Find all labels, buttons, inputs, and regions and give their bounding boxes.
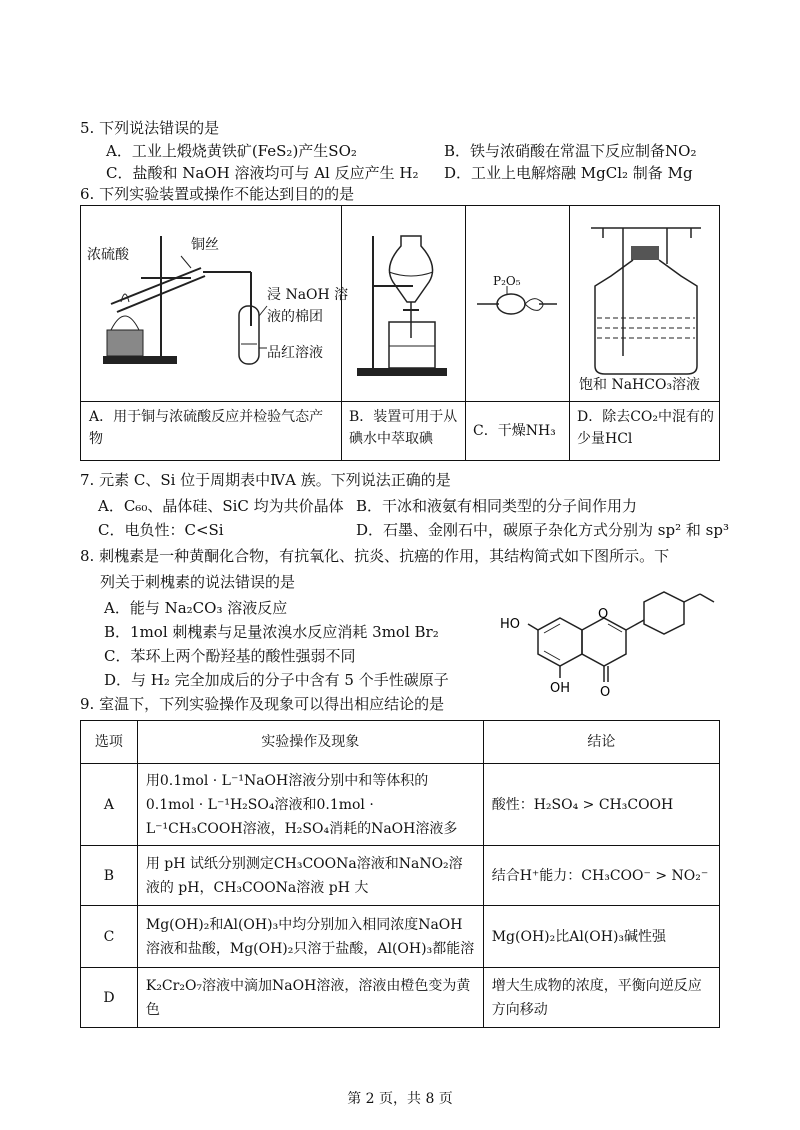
page-footer: 第 2 页，共 8 页	[347, 1091, 453, 1107]
q9-row-d-operation: K₂Cr₂O₇溶液中滴加NaOH溶液，溶液由橙色变为黄色	[137, 968, 483, 1028]
struct-ring-o-label: O	[598, 607, 609, 622]
apparatus-b-diagram	[343, 206, 465, 401]
table-row	[81, 968, 720, 1028]
q6-stem: 6. 下列实验装置或操作不能达到目的的是	[80, 185, 355, 203]
q9-header-option: 选项	[81, 721, 138, 764]
q9-row-c-conclusion: Mg(OH)₂比Al(OH)₃碱性强	[483, 906, 719, 968]
q7-option-b: B．干冰和液氨有相同类型的分子间作用力	[356, 497, 638, 515]
q9-table	[80, 720, 720, 1028]
acacetin-structure	[500, 588, 720, 700]
label-naoh-cotton-1: 浸 NaOH 溶	[267, 287, 349, 303]
q5-option-c: C．盐酸和 NaOH 溶液均可与 Al 反应产生 H₂	[106, 164, 419, 182]
struct-oh-label: OH	[550, 681, 571, 696]
q8-option-c: C．苯环上两个酚羟基的酸性强弱不同	[104, 647, 356, 665]
q7-option-a: A．C₆₀、晶体硅、SiC 均为共价晶体	[98, 497, 344, 515]
q9-header-conclusion: 结论	[483, 721, 719, 764]
label-conc-sulfuric-acid: 浓硫酸	[87, 247, 129, 263]
q9-row-c-option: C	[81, 906, 138, 968]
q9-row-b-option: B	[81, 846, 138, 906]
q8-stem-line2: 列关于刺槐素的说法错误的是	[100, 573, 296, 591]
table-row	[81, 846, 720, 906]
q8-option-d: D．与 H₂ 完全加成后的分子中含有 5 个手性碳原子	[104, 671, 449, 689]
q7-stem: 7. 元素 C、Si 位于周期表中ⅣA 族。下列说法正确的是	[80, 471, 451, 489]
q6-caption-b: B．装置可用于从碘水中萃取碘	[349, 409, 458, 447]
q9-header-operation: 实验操作及现象	[137, 721, 483, 764]
q8-option-b: B．1mol 刺槐素与足量浓溴水反应消耗 3mol Br₂	[104, 623, 439, 641]
q6-apparatus-table	[80, 205, 720, 461]
q9-row-d-option: D	[81, 968, 138, 1028]
table-row	[81, 764, 720, 846]
q9-row-a-option: A	[81, 764, 138, 846]
q5-option-a: A．工业上煅烧黄铁矿(FeS₂)产生SO₂	[106, 142, 357, 160]
q5-stem: 5. 下列说法错误的是	[80, 119, 220, 137]
q5-option-b: B．铁与浓硝酸在常温下反应制备NO₂	[444, 142, 697, 160]
q9-row-a-conclusion: 酸性：H₂SO₄ > CH₃COOH	[483, 764, 719, 846]
label-p2o5: P₂O₅	[493, 274, 521, 288]
q9-row-b-operation: 用 pH 试纸分别测定CH₃COONa溶液和NaNO₂溶液的 pH，CH₃COONa溶液 pH 大	[137, 846, 483, 906]
q6-caption-c: C．干燥NH₃	[473, 423, 556, 439]
label-magenta-solution: 品红溶液	[267, 345, 323, 361]
q6-caption-d: D．除去CO₂中混有的少量HCl	[577, 409, 715, 447]
q9-row-b-conclusion: 结合H⁺能力：CH₃COO⁻ > NO₂⁻	[483, 846, 719, 906]
q7-option-c: C．电负性：C<Si	[98, 521, 224, 539]
q9-stem: 9. 室温下，下列实验操作及现象可以得出相应结论的是	[80, 695, 445, 713]
q6-caption-a: A．用于铜与浓硫酸反应并检验气态产物	[89, 409, 324, 447]
q9-row-c-operation: Mg(OH)₂和Al(OH)₃中均分别加入相同浓度NaOH溶液和盐酸，Mg(OH)₂只溶于盐酸，Al(OH)₃都能溶	[137, 906, 483, 968]
q5-option-d: D．工业上电解熔融 MgCl₂ 制备 Mg	[444, 164, 693, 182]
label-copper-wire: 铜丝	[191, 237, 219, 253]
q7-option-d: D．石墨、金刚石中，碳原子杂化方式分别为 sp² 和 sp³	[356, 521, 729, 539]
q8-option-a: A．能与 Na₂CO₃ 溶液反应	[104, 599, 288, 617]
label-naoh-cotton-2: 液的棉团	[267, 309, 323, 325]
apparatus-d-diagram	[571, 206, 721, 401]
q8-stem-line1: 8. 刺槐素是一种黄酮化合物，有抗氧化、抗炎、抗癌的作用，其结构简式如下图所示。下	[80, 547, 670, 565]
q9-row-a-operation: 用0.1mol · L⁻¹NaOH溶液分别中和等体积的0.1mol · L⁻¹H₂SO₄溶液和0.1mol · L⁻¹CH₃COOH溶液，H₂SO₄消耗的NaOH溶液多	[137, 764, 483, 846]
struct-ho-label: HO	[500, 617, 521, 632]
label-sat-nahco3: 饱和 NaHCO₃溶液	[579, 377, 701, 393]
table-row	[81, 906, 720, 968]
struct-keto-o-label: O	[600, 685, 611, 700]
apparatus-c-diagram	[467, 206, 569, 401]
q9-row-d-conclusion: 增大生成物的浓度，平衡向逆反应方向移动	[483, 968, 719, 1028]
